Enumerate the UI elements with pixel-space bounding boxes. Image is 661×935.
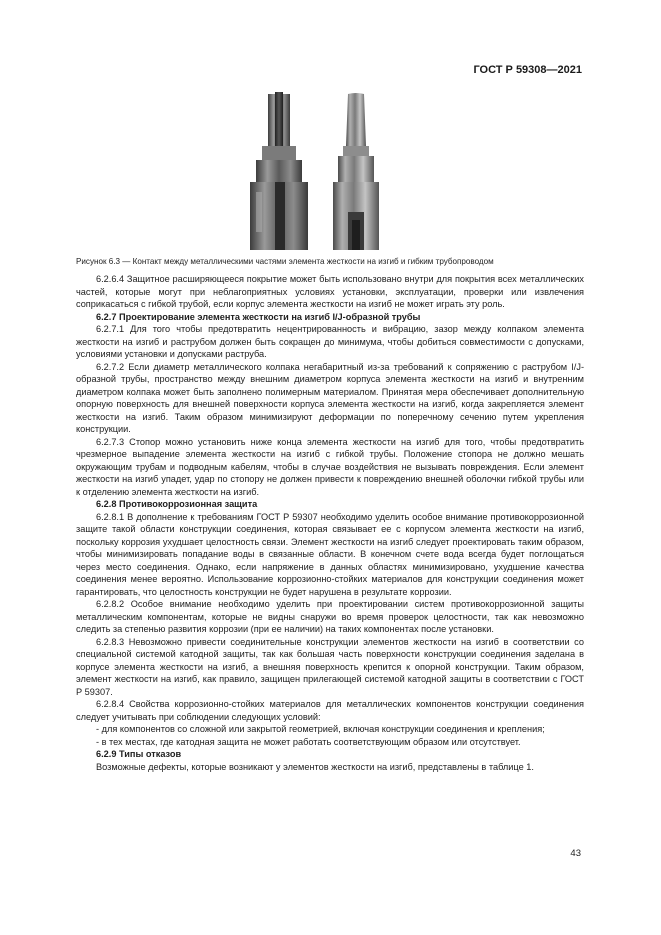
paragraph: 6.2.8.1 В дополнение к требованиям ГОСТ Р 59307 необходимо уделить особое внимание противокоррозионной защите такой области конструкции соединения, которая связывает ее с корпусом элемента жесткости на изгиб, поскольку коррозия ухудшает целостность связи. Элемент жесткости на изгиб следует проектировать таким образом, чтобы минимизировать попадание воды в связанные области. В конечном счете вода всегда будет поглощаться через место соединения. Однако, если напряжение в данных областях минимизировано, ухудшение качества соединения менее вероятно. Использование коррозионно-стойких материалов для конструкции соединения может гарантировать, что целостность конструкции не будет нарушена в результате коррозии. [76, 511, 584, 597]
document-body [76, 273, 584, 773]
bend-stiffener-photo [232, 92, 422, 252]
paragraph: 6.2.7.3 Стопор можно установить ниже конца элемента жесткости на изгиб для того, чтобы предотвратить чрезмерное выпадение элемента жесткости на изгиб с гибкой трубы. Положение стопора не должно мешать окружающим трубам и подводным кабелям, чтобы в случае воздействия не вызывать повреждения. Если элемент жесткости на изгиб упадет, удар по стопору не должен привести к повреждению внешней оболочки гибкой трубы или к отделению элемента жесткости на изгиб. [76, 436, 584, 497]
paragraph: 6.2.8.2 Особое внимание необходимо уделить при проектировании систем противокоррозионной защиты металлическим компонентам, которые не видны снаружи во время проверок целостности, так как невозможно следить за степенью развития коррозии (при ее наличии) на таких компонентах после установки. [76, 599, 584, 634]
page-number: 43 [570, 848, 581, 859]
paragraph: 6.2.7.2 Если диаметр металлического колпака негабаритный из-за требований к сопряжению с раструбом I/J-образной трубы, пространство между внешним диаметром корпуса элемента жесткости на изгиб и внутренним диаметром колпака может быть заполнено полимерным материалом. Принятая мера обеспечивает дополнительную опорную поверхность для внешней поверхности корпуса элемента жесткости на изгиб, когда закрепляется элемент жесткости на изгиб. Таким образом минимизируют деформации по поперечному сечению путем укрепления конструкции. [76, 361, 584, 434]
section-heading: 6.2.7 Проектирование элемента жесткости на изгиб I/J-образной трубы [96, 311, 421, 322]
section-heading: 6.2.9 Типы отказов [96, 749, 182, 759]
paragraph: 6.2.8.3 Невозможно привести соединительные конструкции элементов жесткости на изгиб в соответствии со специальной системой катодной защиты, так как большая часть поверхности конструкции соединения заделана в корпусе элемента жесткости на изгиб, а внешняя поверхность крепится к опорной конструкции. Таким образом, элемент жесткости на изгиб, как правило, защищен прилегающей системой катодной защиты в соответствии с ГОСТ Р 59307. [76, 636, 584, 697]
paragraph: 6.2.7.1 Для того чтобы предотвратить нецентрированность и вибрацию, зазор между колпаком элемента жесткости на изгиб и раструбом должен быть сокращен до минимума, чтобы добиться совместимости с допусками, условиями установки и допусками раструба. [76, 324, 584, 359]
paragraph: 6.2.6.4 Защитное расширяющееся покрытие может быть использовано внутри для покрытия всех металлических частей, которые могут при неблагоприятных условиях установки, эксплуатации, проверки или извлечения соприкасаться с гибкой трубой, если корпус элемента жесткости на изгиб не может играть эту роль. [76, 274, 584, 309]
paragraph: - для компонентов со сложной или закрытой геометрией, включая конструкции соединения и крепления; [96, 724, 545, 734]
figure-photo [232, 92, 422, 252]
paragraph: - в тех местах, где катодная защита не может работать соответствующим образом или отсутствует. [96, 736, 521, 747]
section-heading: 6.2.8 Противокоррозионная защита [96, 499, 258, 509]
standard-header: ГОСТ Р 59308—2021 [473, 64, 582, 76]
figure-caption: Рисунок 6.3 — Контакт между металлическими частями элемента жесткости на изгиб и гибким трубопроводом [76, 257, 494, 266]
assembled-stiffener [333, 93, 379, 250]
paragraph: Возможные дефекты, которые возникают у элементов жесткости на изгиб, представлены в таблице 1. [96, 761, 534, 772]
cutaway-stiffener [250, 92, 308, 250]
paragraph: 6.2.8.4 Свойства коррозионно-стойких материалов для металлических компонентов конструкции соединения следует учитывать при соблюдении следующих условий: [76, 699, 584, 722]
